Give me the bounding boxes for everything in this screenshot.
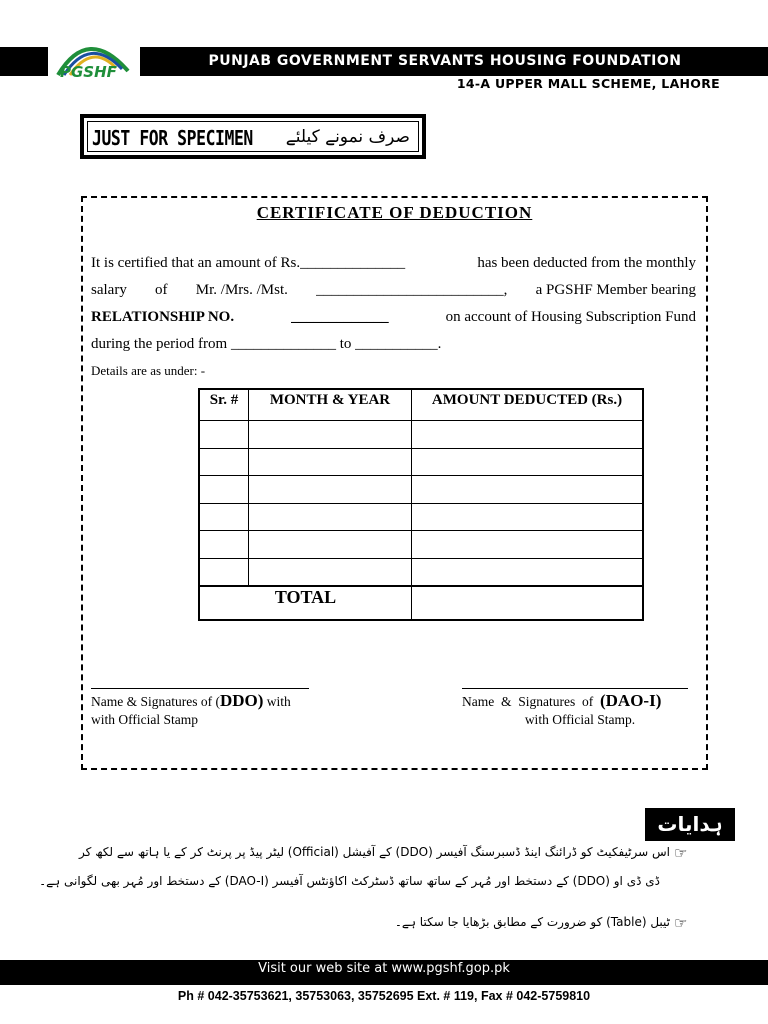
table-cell [249, 503, 412, 531]
table-cell [412, 476, 644, 504]
body-line-2 [91, 277, 696, 304]
instruction-1-line-2: ڈی ڈی او (DDO) کے دستخط اور مُہر کے ساتھ ساتھ ڈسٹرکٹ اکاؤنٹس آفیسر (DAO-I) کے دستخط اور مُہر بھی لگوانی ہے۔ [39, 874, 660, 888]
organization-address: 14-A UPPER MALL SCHEME, LAHORE [456, 76, 720, 91]
contact-numbers: Ph # 042-35753621, 35753063, 35752695 Ext. # 119, Fax # 042-5759810 [177, 989, 591, 1003]
dao-role: (DAO-I) [599, 691, 662, 710]
pgshf-logo [48, 33, 140, 83]
ddo-role: DDO) [219, 691, 264, 710]
total-value-cell [412, 586, 644, 620]
table-cell [199, 531, 249, 559]
name-blank: _________________________, [316, 282, 508, 298]
table-cell [412, 421, 644, 449]
table-row [199, 421, 643, 449]
table-cell [199, 448, 249, 476]
body-line-4: during the period from ______________ to ___________. [91, 336, 442, 352]
fund-text: on account of Housing Subscription Fund [445, 309, 696, 325]
table-cell [199, 476, 249, 504]
deduction-table [198, 388, 644, 621]
logo-text: PGSHF [60, 63, 117, 81]
table-header-row [199, 389, 643, 421]
table-cell [412, 558, 644, 586]
specimen-english: JUST FOR SPECIMEN [92, 126, 253, 150]
instruction-2: ٹیبل (Table) کو ضرورت کے مطابق بڑھایا جا سکتا ہے۔ [394, 915, 670, 929]
specimen-urdu: صرف نمونے کیلئے [285, 127, 410, 147]
dao-stamp-text: with Official Stamp. [524, 712, 636, 727]
table-row [199, 558, 643, 586]
instruction-1-line-1: اس سرٹیفکیٹ کو ڈرائنگ اینڈ ڈسبرسنگ آفیسر (DDO) کے آفیشل (Official) لیٹر پیڈ پر پرنٹ کر کے یا ہاتھ سے لکھ کر [79, 845, 670, 859]
header-month-year: MONTH & YEAR [249, 389, 412, 421]
body-line-1 [91, 250, 696, 277]
organization-name: PUNJAB GOVERNMENT SERVANTS HOUSING FOUNDATION [208, 53, 682, 69]
ddo-sign-suffix: with [263, 694, 291, 709]
ddo-sign-prefix: Name & Signatures of ( [91, 694, 220, 709]
relationship-blank: _____________ [291, 309, 389, 325]
deduction-text: has been deducted from the monthly [477, 255, 696, 271]
website-footer-bar: Visit our web site at www.pgshf.gop.pk [0, 960, 768, 985]
header-amount: AMOUNT DEDUCTED (Rs.) [412, 389, 644, 421]
table-cell [249, 421, 412, 449]
relationship-label: RELATIONSHIP NO. [91, 309, 235, 325]
table-cell [249, 448, 412, 476]
table-total-row [199, 586, 643, 620]
total-label: TOTAL [199, 586, 412, 620]
table-cell [199, 503, 249, 531]
ddo-stamp-text: with Official Stamp [91, 712, 198, 727]
amount-blank-text: It is certified that an amount of Rs.______________ [91, 255, 406, 271]
body-line-3 [91, 304, 696, 331]
word-salary: salary [91, 282, 127, 298]
table-cell [412, 448, 644, 476]
certificate-body [91, 250, 696, 358]
specimen-stamp [80, 114, 426, 159]
table-row [199, 503, 643, 531]
table-cell [199, 558, 249, 586]
word-of: of [155, 282, 168, 298]
table-cell [249, 531, 412, 559]
certificate-title: CERTIFICATE OF DEDUCTION [256, 203, 533, 222]
table-cell [412, 531, 644, 559]
pointing-hand-icon: ☞ [674, 916, 688, 932]
member-text: a PGSHF Member bearing [535, 282, 696, 298]
table-cell [249, 476, 412, 504]
instructions-heading: ہدایات [645, 808, 735, 841]
dao-sign-prefix: Name & Signatures of [462, 694, 600, 709]
ddo-signature-line [91, 688, 309, 689]
dao-signature-line [462, 688, 688, 689]
pointing-hand-icon: ☞ [674, 846, 688, 862]
title-options: Mr. /Mrs. /Mst. [195, 282, 288, 298]
table-cell [199, 421, 249, 449]
ddo-signature-block [91, 692, 351, 729]
details-label: Details are as under: - [91, 363, 206, 378]
table-row [199, 448, 643, 476]
dao-signature-block [462, 692, 698, 729]
table-row [199, 476, 643, 504]
table-row [199, 531, 643, 559]
header-sr: Sr. # [199, 389, 249, 421]
table-cell [412, 503, 644, 531]
table-cell [249, 558, 412, 586]
